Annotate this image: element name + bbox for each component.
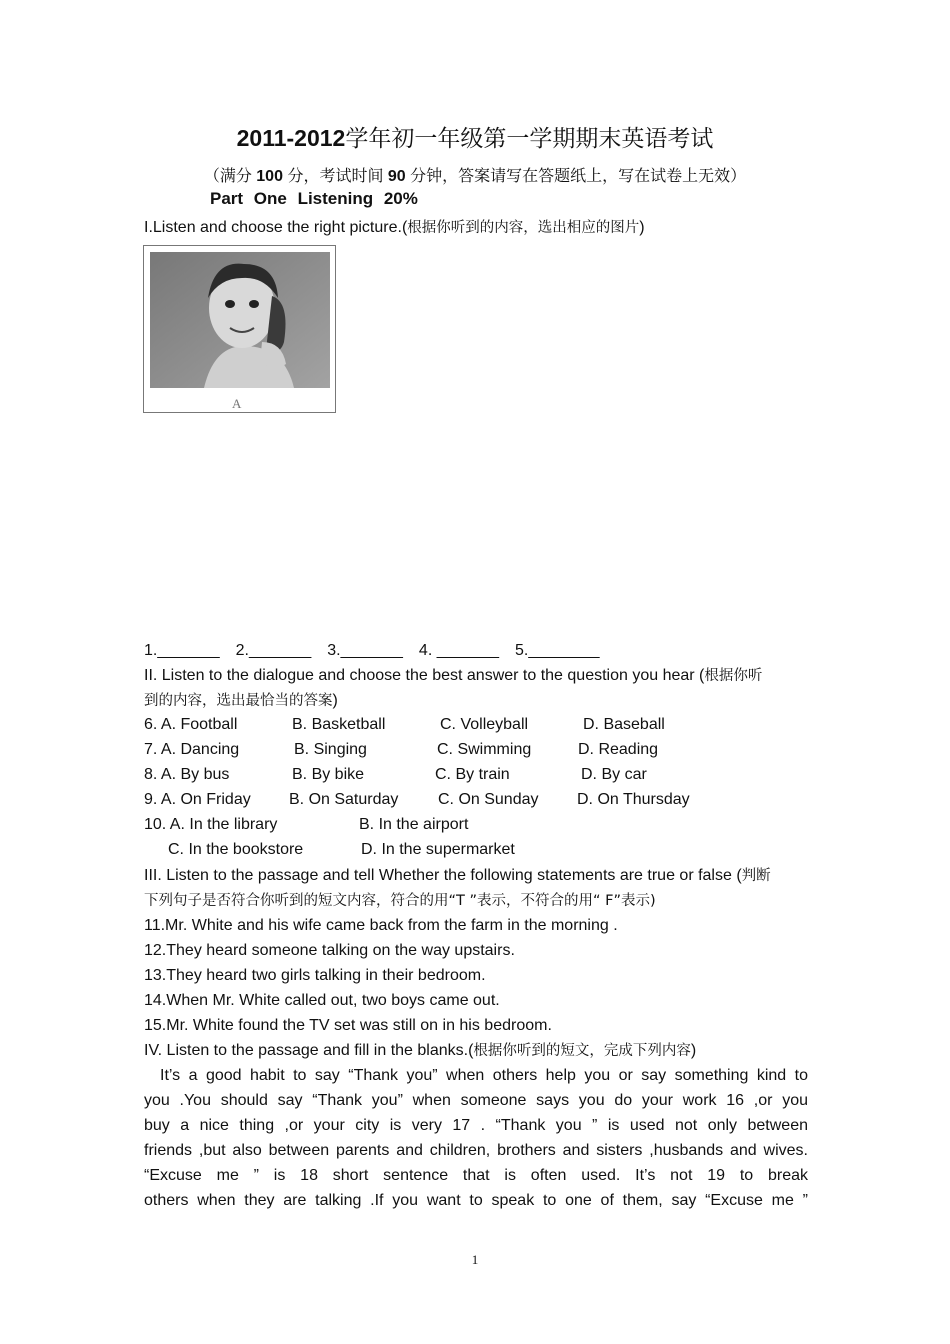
picture-label: A xyxy=(232,396,242,411)
boy-on-phone-illustration xyxy=(144,246,335,412)
q6-option-b[interactable]: B. Basketball xyxy=(292,716,386,733)
section1-heading: I.Listen and choose the right picture.(根据你听到的内容，选出相应的图片) xyxy=(144,219,645,236)
passage-line-6: others when they are talking .If you want to speak to one of them, say “Excuse me ” xyxy=(144,1192,808,1209)
title-chinese: 学年初一年级第一学期期末英语考试 xyxy=(345,126,714,152)
q9-option-a[interactable]: 9. A. On Friday xyxy=(144,791,251,808)
q8-option-d[interactable]: D. By car xyxy=(581,766,647,783)
section3-heading: III. Listen to the passage and tell Whether the following statements are true or false (判断 xyxy=(144,867,771,884)
section4-heading: IV. Listen to the passage and fill in the blanks.(根据你听到的短文，完成下列内容) xyxy=(144,1042,697,1059)
q10-option-c[interactable]: C. In the bookstore xyxy=(168,841,304,858)
passage-line-1: It’s a good habit to say “Thank you” when others help you or say something kind to xyxy=(160,1067,808,1084)
q6-option-d[interactable]: D. Baseball xyxy=(583,716,665,733)
statement-14: 14.When Mr. White called out, two boys came out. xyxy=(144,992,500,1009)
title-year: 2011-2012 xyxy=(236,125,346,151)
blank-1[interactable]: 1._______ xyxy=(144,642,220,659)
q6-option-c[interactable]: C. Volleyball xyxy=(440,716,529,733)
section1-answer-blanks xyxy=(144,641,600,661)
section3-heading-cont: 下列句子是否符合你听到的短文内容，符合的用“T ”表示，不符合的用“ F”表示) xyxy=(144,893,656,909)
passage-line-5: “Excuse me ” is 18 short sentence that is often used. It’s not 19 to break xyxy=(144,1167,808,1184)
exam-instructions: （满分 100 分，考试时间 90 分钟，答案请写在答题纸上，写在试卷上无效） xyxy=(203,166,747,185)
picture-a xyxy=(143,245,336,413)
statement-15: 15.Mr. White found the TV set was still on in his bedroom. xyxy=(144,1017,552,1034)
exam-title xyxy=(0,120,950,153)
q7-option-d[interactable]: D. Reading xyxy=(578,741,659,758)
blank-5[interactable]: 5.________ xyxy=(515,642,600,659)
q7-option-b[interactable]: B. Singing xyxy=(294,741,367,758)
statement-13: 13.They heard two girls talking in their bedroom. xyxy=(144,967,486,984)
section2-heading-cont: 到的内容，选出最恰当的答案) xyxy=(144,692,338,709)
part-heading: Part One Listening 20% xyxy=(210,189,418,208)
statement-12: 12.They heard someone talking on the way upstairs. xyxy=(144,942,515,959)
blank-4[interactable]: 4. _______ xyxy=(418,642,499,659)
section2-heading: II. Listen to the dialogue and choose the best answer to the question you hear (根据你听 xyxy=(144,667,763,684)
blank-2[interactable]: 2._______ xyxy=(235,642,312,659)
page-number: 1 xyxy=(471,1252,479,1267)
q8-option-b[interactable]: B. By bike xyxy=(292,766,365,783)
passage-line-2: you .You should say “Thank you” when someone says you do your work 16 ,or you xyxy=(144,1092,808,1109)
q9-option-b[interactable]: B. On Saturday xyxy=(289,791,399,808)
q8-option-a[interactable]: 8. A. By bus xyxy=(144,766,230,783)
passage-line-4: friends ,but also between parents and children, brothers and sisters ,husbands and wives. xyxy=(144,1142,808,1159)
q10-option-d[interactable]: D. In the supermarket xyxy=(361,841,515,858)
blank-3[interactable]: 3._______ xyxy=(327,642,403,659)
q10-option-b[interactable]: B. In the airport xyxy=(359,816,469,833)
statement-11: 11.Mr. White and his wife came back from the farm in the morning . xyxy=(144,917,618,934)
q8-option-c[interactable]: C. By train xyxy=(435,766,510,783)
q10-option-a[interactable]: 10. A. In the library xyxy=(144,816,278,833)
q9-option-c[interactable]: C. On Sunday xyxy=(438,791,539,808)
q7-option-a[interactable]: 7. A. Dancing xyxy=(144,741,240,758)
q9-option-d[interactable]: D. On Thursday xyxy=(577,791,690,808)
q7-option-c[interactable]: C. Swimming xyxy=(437,741,532,758)
passage-line-3: buy a nice thing ,or your city is very 17 . “Thank you ” is used not only between xyxy=(144,1117,808,1134)
q6-option-a[interactable]: 6. A. Football xyxy=(144,716,238,733)
